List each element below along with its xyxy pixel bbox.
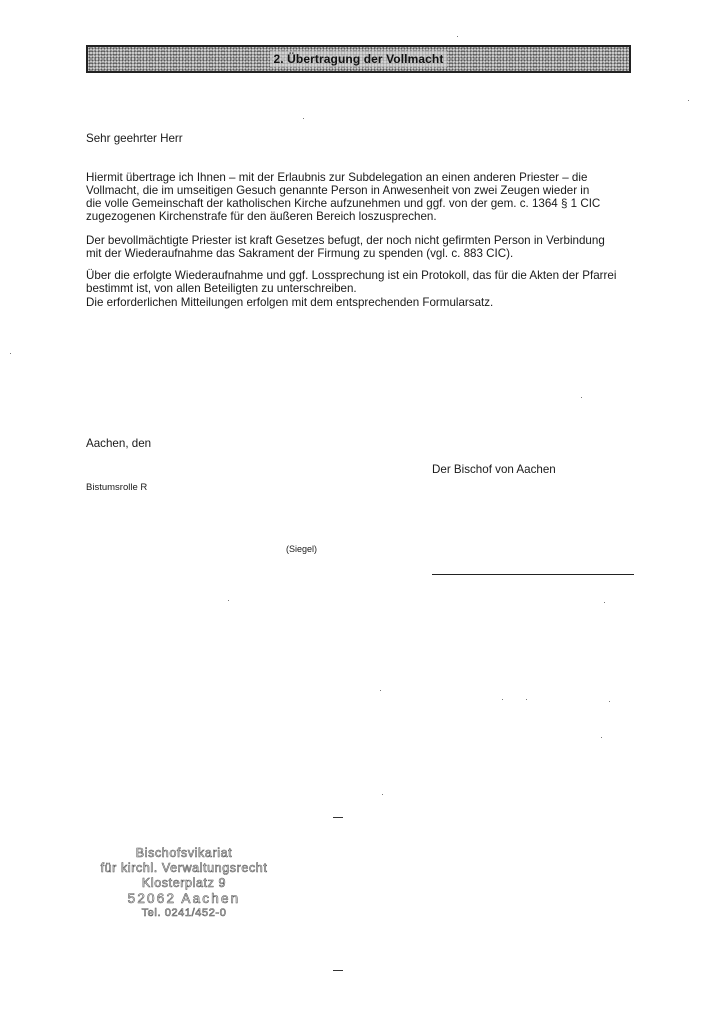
stamp-line: 52062 Aachen [127, 891, 241, 906]
salutation: Sehr geehrter Herr [86, 132, 183, 145]
scan-speck [10, 353, 11, 354]
paragraph-notifications: Die erforderlichen Mitteilungen erfolgen mit dem entsprechenden Formularsatz. [86, 296, 494, 309]
paragraph-authorization: Hiermit übertrage ich Ihnen – mit der Erlaubnis zur Subdelegation an einen anderen Priester – die Vollmacht, die im umseitigen Gesuch genannte Person in Anwesenheit von zwei Zeugen wieder in die volle Gemeinschaft der katholischen Kirche aufzunehmen und ggf. von der gem. c. 1364 § 1 CIC zugezogenen Kirchenstrafe für den äußeren Bereich loszusprechen. [86, 171, 601, 223]
diocesan-role-label: Bistumsrolle R [86, 482, 148, 493]
stamp-line: Bischofsvikariat [135, 846, 233, 860]
scan-speck [303, 118, 304, 119]
scan-speck [581, 397, 582, 398]
paragraph-protocol: Über die erfolgte Wiederaufnahme und ggf. Lossprechung ist ein Protokoll, das für die Akten der Pfarrei bestimmt ist, von allen Beteiligten zu unterschreiben. [86, 269, 617, 295]
scan-speck [609, 701, 610, 702]
scan-speck [502, 699, 503, 700]
paragraph-confirmation: Der bevollmächtigte Priester ist kraft Gesetzes befugt, der noch nicht gefirmten Person in Verbindung mit der Wiederaufnahme das Sakrament der Firmung zu spenden (vgl. c. 883 CIC). [86, 234, 605, 260]
section-header-bar [86, 45, 631, 73]
fold-mark [333, 817, 343, 818]
stamp-line: für kirchl. Verwaltungsrecht [100, 861, 268, 875]
scan-speck [526, 699, 527, 700]
signature-line [432, 574, 634, 575]
scan-speck [228, 600, 229, 601]
office-stamp [84, 846, 284, 921]
scan-speck [457, 36, 458, 37]
scan-speck [382, 794, 383, 795]
section-title: 2. Übertragung der Vollmacht [270, 51, 448, 67]
scan-speck [688, 100, 689, 101]
scan-speck [380, 690, 381, 691]
stamp-line: Klosterplatz 9 [141, 876, 227, 890]
scan-speck [601, 737, 602, 738]
scan-speck [604, 602, 605, 603]
punch-mark [333, 970, 343, 971]
seal-label: (Siegel) [286, 544, 318, 554]
bishop-signature-label: Der Bischof von Aachen [432, 463, 556, 476]
place-date-label: Aachen, den [86, 437, 152, 450]
stamp-line: Tel. 0241/452-0 [141, 907, 227, 919]
